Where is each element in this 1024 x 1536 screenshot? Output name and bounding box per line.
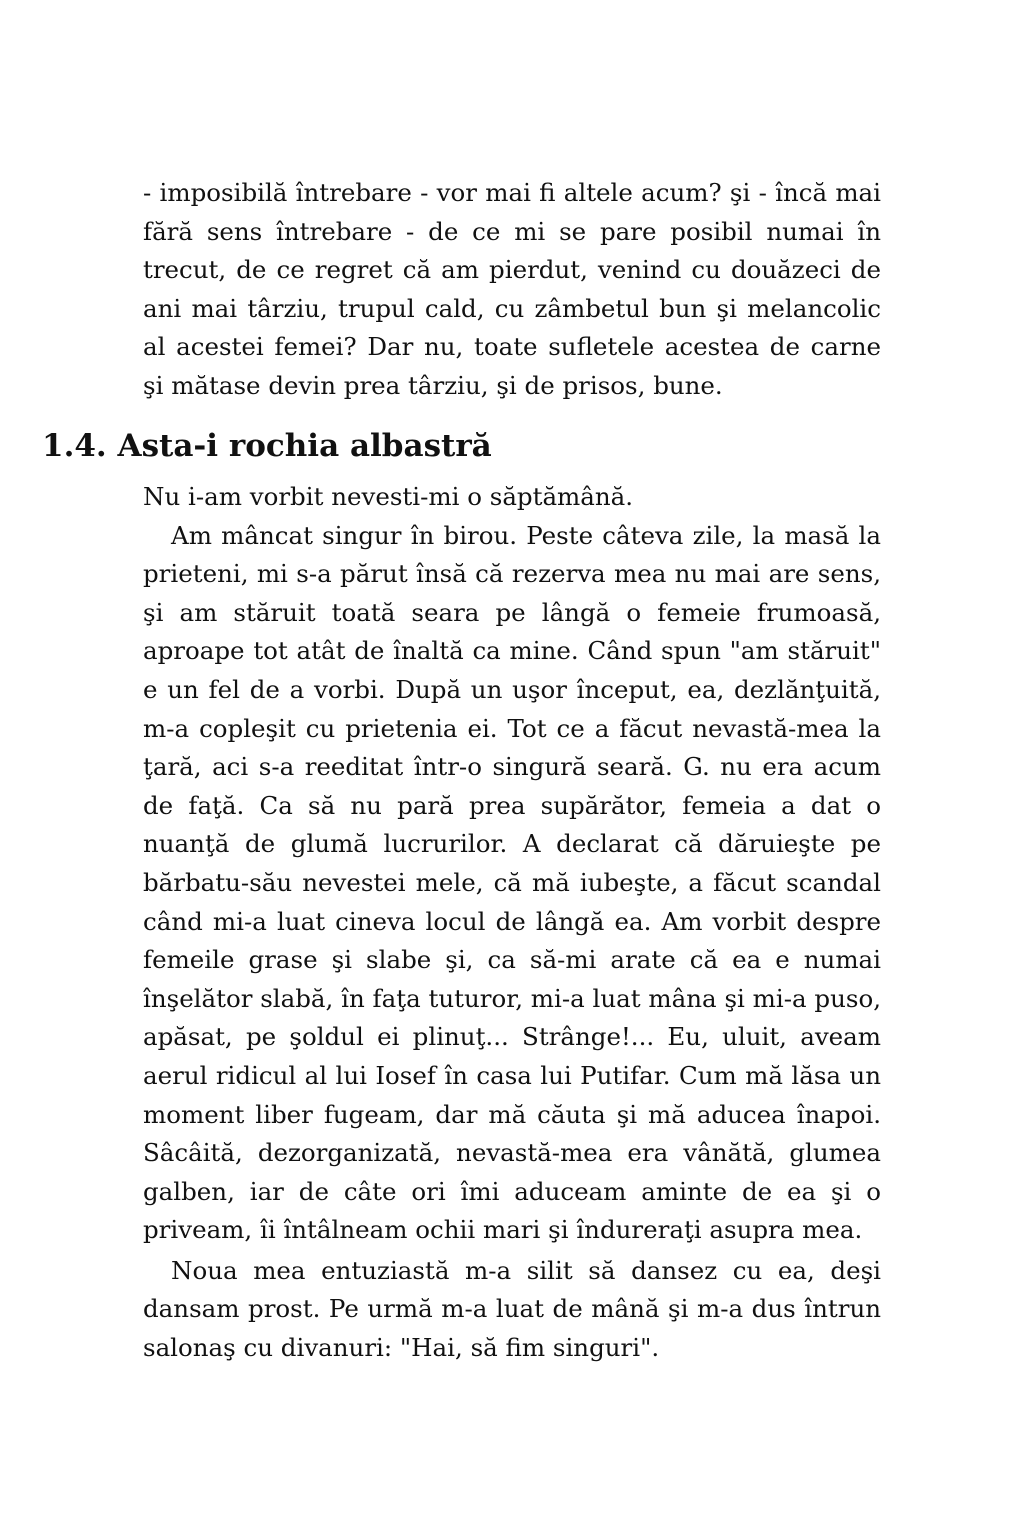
- section-heading: 1.4. Asta-i rochia albastră: [42, 428, 492, 464]
- section-body: [143, 478, 881, 1368]
- paragraph: Am mâncat singur în birou. Peste câteva zile, la masă la prieteni, mi s-a părut însă că rezerva mea nu mai are sens, şi am stăruit toată seara pe lângă o femeie frumoasă, aproape tot atât de înaltă ca mine. Când spun "am stăruit" e un fel de a vorbi. După un uşor început, ea, dezlănţuită, m-a copleşit cu prietenia ei. Tot ce a făcut nevastă-mea la ţară, aci s-a reeditat într-o singură seară. G. nu era acum de faţă. Ca să nu pară prea supărător, femeia a dat o nuanţă de glumă lucrurilor. A declarat că dăruieşte pe bărbatu-său nevestei mele, că mă iubeşte, a făcut scandal când mi-a luat cineva locul de lângă ea. Am vorbit despre femeile grase şi slabe şi, ca să-mi arate că ea e numai înşelător slabă, în faţa tuturor, mi-a luat mâna şi mi-a puso, apăsat, pe şoldul ei plinuţ... Strânge!... Eu, uluit, aveam aerul ridicul al lui Iosef în casa lui Putifar. Cum mă lăsa un moment liber fugeam, dar mă căuta şi mă aducea înapoi. Sâcâită, dezorganizată, nevastă-mea era vânătă, glumea galben, iar de câte ori îmi aduceam aminte de ea şi o priveam, îi întâlneam ochii mari şi îndureraţi asupra mea.: [143, 520, 881, 1245]
- continuation-paragraph: - imposibilă întrebare - vor mai fi altele acum? şi - încă mai fără sens întrebare - de ce mi se pare posibil numai în trecut, de ce regret că am pierdut, venind cu douăzeci de ani mai târziu, trupul cald, cu zâmbetul bun şi melancolic al acestei femei? Dar nu, toate sufletele acestea de carne şi mătase devin prea târziu, şi de prisos, bune.: [143, 178, 881, 400]
- paragraph: Nu i-am vorbit nevesti-mi o săptămână.: [143, 482, 634, 511]
- paragraph: Noua mea entuziastă m-a silit să dansez cu ea, deşi dansam prost. Pe urmă m-a luat de mână şi m-a dus întrun salonaş cu divanuri: "Hai, să fim singuri".: [143, 1255, 881, 1363]
